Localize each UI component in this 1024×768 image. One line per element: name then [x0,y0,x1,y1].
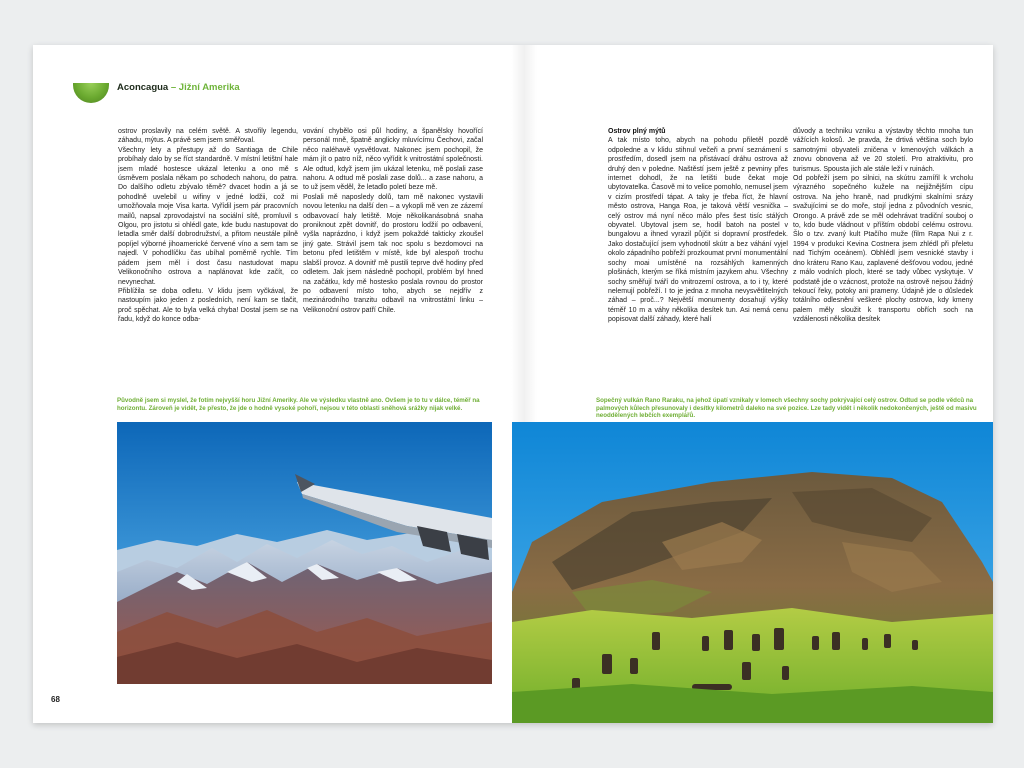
photo-caption-left: Původně jsem si myslel, že fotím nejvyšší horu Jižní Ameriky. Ale ve výsledku vlastně ano. Ovšem je to tu v dálce, téměř na horizontu. Zároveň je vidět, že přesto, že jde o hodně vysoké pohoří, nejsou v této oblasti sněhová srážky nijak velké. [117,397,480,412]
section-subheading: Ostrov plný mýtů [608,128,666,135]
photo-caption-right: Sopečný vulkán Rano Raraku, na jehož úpatí vznikaly v lomech všechny sochy pokrývající celý ostrov. Odtud se podle vědců na palmových kůlech přesunovaly i desítky kilometrů daleko na své pozice. Lze tady vidět i několik nedokončených, ještě od masivu neoddělených lebčích exemplářů. [596,397,977,420]
paragraph: důvody a techniku vzniku a výstavby těchto mnoha tun vážících kolosů. Je pravda, že drtivá většina soch bylo samotnými obyvateli zničena v kmenových válkách a znovu obnovena až ve 20 století. Pro atraktivitu, pro turismus. Spousta jich ale stále leží v ruinách. [793,128,973,173]
text-column-3 [608,127,788,379]
paragraph: ostrov proslavily na celém světě. A stvořily legendu, záhadu, mýtus. A právě sem jsem směřoval. [118,128,298,145]
rano-raraku-volcano-moai-photo [512,422,993,723]
text-column-4 [793,127,973,379]
airplane-wing-over-andes-photo [117,422,492,684]
text-column-2 [303,127,483,379]
paragraph: Všechny lety a přestupy až do Santiaga de Chile probíhaly dalo by se říct standardně. V místní letištní hale jsem mladé hostesce ukázal letenku a ono mě s úsměvem poslala někam po schodech nahoru, do patra. Do dalšího odletu zbývalo těmě? dvacet hodin a já se pohodlně uvelebil u wifiny v jedné lodžii, což mi umožňovala moje Visa karta. Vyřídil jsem pár pracovních mailů, napsal zprovodajství na sociální sítě, promluvil s Olgou, pro jistotu si ohlédl gate, kde budu nastupovat do letadla směr další dobrodružství, a přitom neustále pilně popíjel výborné jihoamerické červené víno a sem tam se najedl. V pohodlíčku čas ubíhal poměrně rychle. Tím pádem jsem měl i dost času nastudovat mapu Velikonočního ostrova a naplánovat kde začít, co nevynechat. [118,146,298,286]
running-header [117,82,240,93]
page-number: 68 [51,695,60,704]
header-title: Aconcagua [117,82,169,93]
header-region: Jižní Amerika [178,82,240,93]
paragraph: Přiblížila se doba odletu. V klidu jsem vyčkával, že nastoupím jako jeden z posledních, není kam se tlačit, proč spěchat. Ale to byla velká chyba! Dostal jsem se na řadu, když do konce odba- [118,287,298,324]
paragraph: Poslali mě naposledy dolů, tam mě nakonec vystavili novou letenku na další den – a vykopli mě ven ze zázemí odbavovací haly letiště. Moje několikanásobná snaha proniknout zpět dovnitř, do prostoru lodžií po odbavení, vyšla naprázdno, i když jsem pokaždé takticky zkoušel jiný gate. Strávil jsem tak noc spolu s bezdomovci na betonu před letištěm v místě, kde byl alespoň trochu slabší provoz. A dovnitř mě pustili teprve dvě hodiny před odletem. Jak jsem následně pochopil, problém byl hned na začátku, kdy mě hostesko poslala rovnou do prostor po odbavení místo toho, abych se nejdřív z mezinárodního tranzitu odbavil na vnitrostátní linku – Velikonoční ostrov patří Chile. [303,193,483,314]
paragraph: A tak místo toho, abych na pohodu přiletěl pozdě odpoledne a v klidu stihnul večeři a první seznámení s prostředím, dosedl jsem na přistávací dráhu ostrova až druhý den v poledne. Naštěstí jsem ještě z pevniny přes internet dohodl, že na letišti bude čekat moje ubytovatelka. Časově mi to velice pomohlo, nemusel jsem v cizím prostředí tápat. A taky je třeba říct, že hlavní město ostrova, Hanga Roa, je taková větší vesnička – celý ostrov má nyní něco málo přes šest tisíc stálých obyvatel. Ubytoval jsem se, hodil batoh na postel v bungalovu a ihned vyrazil půjčit si dopravní prostředek. Jako dostačující jsem vyhodnotil skútr a bez váhání vyjel okolo západního pobřeží prozkoumat první monumentální sochy moai umístěné na rozsáhlých kamenných plošinách, kterým se říká místním jazykem ahu. Všechny sochy směřují tváří do vnitrozemí ostrova, a to i ty, které nelemují pobřeží. I to je jedna z mnoha nevysvětlitelných záhad – proč...? Největší monumenty dosahují výšky téměř 10 m a váhy několika desítek tun. Asi nemá cenu popisovat další záhady, které halí [608,137,788,324]
magazine-spread [33,45,993,723]
header-separator: – [170,82,177,93]
text-column-1 [118,127,298,379]
paragraph: vování chybělo osi půl hodiny, a španělsky hovořící personál mně, špatně anglicky mluvícímu Čechovi, začal něco naléhavě vysvětlovat. Nakonec jsem pochopil, že mám jít o patro níž, něco vyřídit k vnitrostátní společnosti. Ale odtud, když jsem jim ukázal letenku, mě poslali zase nahoru. A odtud mě poslali zase dolů... a zase nahoru, a to už jsem věděl, že letadlo poletí beze mě. [303,128,483,192]
section-leaf-icon [73,83,109,103]
paragraph: Od pobřeží jsem po silnici, na skútru zamířil k vrcholu výrazného sopečného kužele na nejjižnějším cípu ostrova. Na jeho hraně, nad prudkými skalními srázy svažujícími se do moře, stojí jedna z původních vesnic, Orongo. A právě zde se měl odehrávat tradiční souboj o to, kdo bude vládnout v příštím období celému ostrovu. Šlo o tzv. zvaný kult Ptačího muže (film Rapa Nui z r. 1994 v produkci Kevina Costnera jsem zhlédl při přeletu nad Tichým oceánem). Obhlédl jsem vesnické stavby i dno kráteru Rano Kau, zaplavené dešťovou vodou, jedné z málo vodních ploch, které se tady vůbec vyskytuje. V podstatě jde o vzácnost, protože na ostrově nejsou žádný tekoucí řeky, potoky ani prameny. Údajně jde o důsledek totálního odlesnění veškeré plochy ostrova, kdy kmeny palem měly sloužit k transportu obřích soch na vzdálenosti několika desítek [793,175,973,324]
